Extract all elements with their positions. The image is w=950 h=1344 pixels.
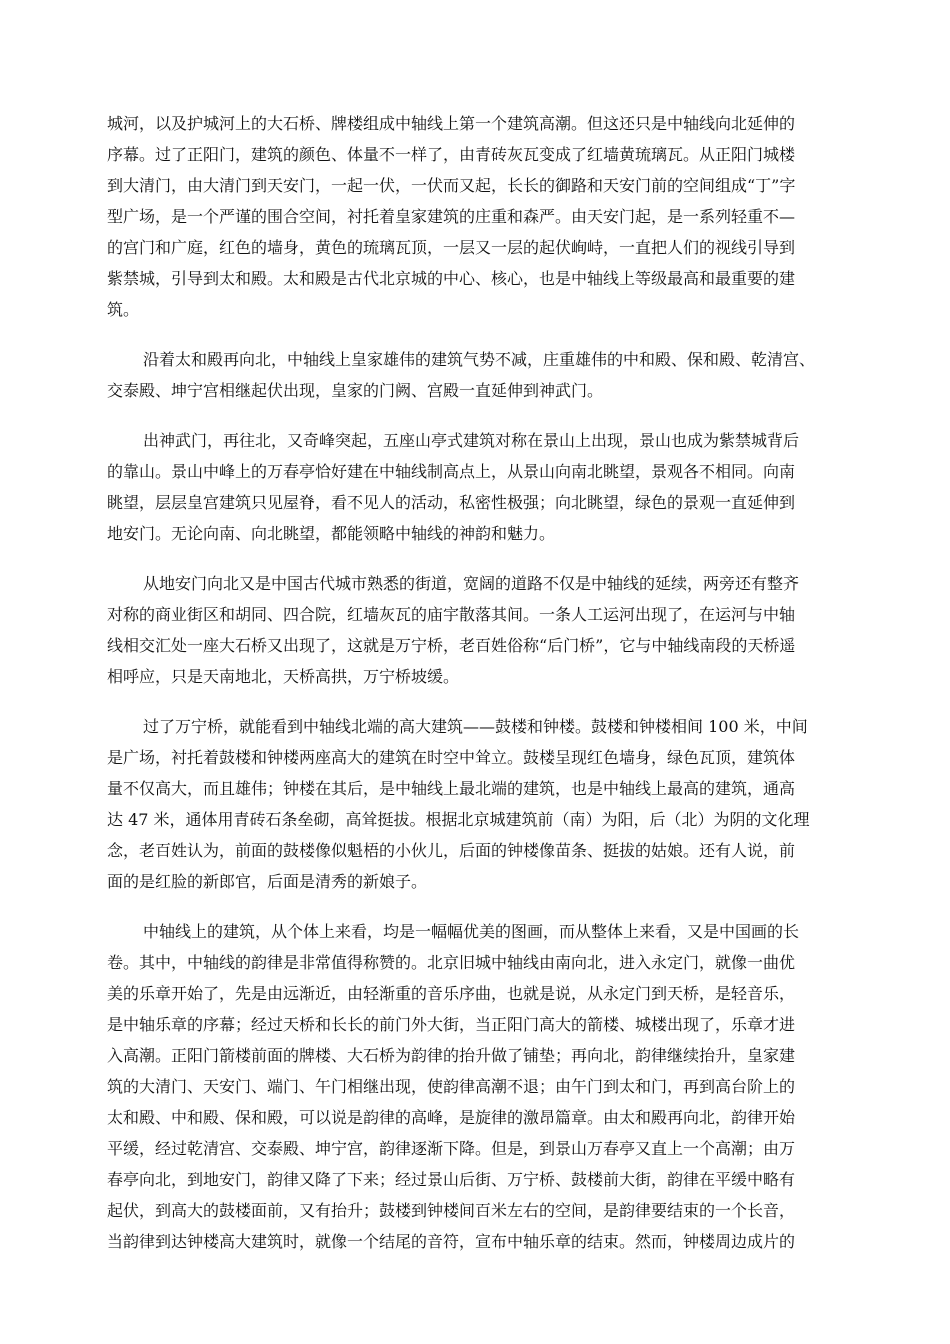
text-line: 城河，以及护城河上的大石桥、牌楼组成中轴线上第一个建筑高潮。但这还只是中轴线向北延伸的 (107, 114, 796, 133)
text-line: 紫禁城，引导到太和殿。太和殿是古代北京城的中心、核心，也是中轴线上等级最高和最重要的建 (107, 269, 796, 288)
text-line: 春亭向北，到地安门，韵律又降了下来；经过景山后街、万宁桥、鼓楼前大街，韵律在平缓中略有 (107, 1170, 796, 1189)
text-line: 过了万宁桥，就能看到中轴线北端的高大建筑——鼓楼和钟楼。鼓楼和钟楼相间 100 米，中间 (143, 717, 808, 736)
text-line: 念，老百姓认为，前面的鼓楼像似魁梧的小伙儿，后面的钟楼像苗条、挺拔的姑娘。还有人说，前 (107, 841, 796, 860)
text-line: 序幕。过了正阳门，建筑的颜色、体量不一样了，由青砖灰瓦变成了红墙黄琉璃瓦。从正阳门城楼 (107, 145, 796, 164)
text-line: 交泰殿、坤宁宫相继起伏出现，皇家的门阙、宫殿一直延伸到神武门。 (107, 381, 604, 400)
text-line: 到大清门，由大清门到天安门，一起一伏，一伏而又起，长长的御路和天安门前的空间组成“丁”字 (107, 176, 796, 195)
document-body (107, 108, 847, 1257)
text-line: 平缓，经过乾清宫、交泰殿、坤宁宫，韵律逐渐下降。但是，到景山万春亭又直上一个高潮；由万 (107, 1139, 796, 1158)
paragraph-gap (107, 897, 847, 916)
paragraph-1 (107, 108, 847, 325)
paragraph-gap (107, 406, 847, 425)
text-line: 太和殿、中和殿、保和殿，可以说是韵律的高峰，是旋律的激昂篇章。由太和殿再向北，韵律开始 (107, 1108, 796, 1127)
paragraph-gap (107, 692, 847, 711)
paragraph-5 (107, 711, 847, 897)
text-line: 是广场，衬托着鼓楼和钟楼两座高大的建筑在时空中耸立。鼓楼呈现红色墙身，绿色瓦顶，建筑体 (107, 748, 796, 767)
text-line: 达 47 米，通体用青砖石条垒砌，高耸挺拔。根据北京城建筑前（南）为阳，后（北）为阴的文化理 (107, 810, 810, 829)
text-line: 眺望，层层皇宫建筑只见屋脊，看不见人的活动，私密性极强；向北眺望，绿色的景观一直延伸到 (107, 493, 796, 512)
text-line: 相呼应，只是天南地北，天桥高拱，万宁桥坡缓。 (107, 667, 460, 686)
paragraph-3 (107, 425, 847, 549)
text-line: 入高潮。正阳门箭楼前面的牌楼、大石桥为韵律的抬升做了铺垫；再向北，韵律继续抬升，皇家建 (107, 1046, 796, 1065)
text-line: 型广场，是一个严谨的围合空间，衬托着皇家建筑的庄重和森严。由天安门起，是一系列轻重不— (107, 207, 796, 226)
text-line: 中轴线上的建筑，从个体上来看，均是一幅幅优美的图画，而从整体上来看，又是中国画的长 (143, 922, 800, 941)
text-line: 出神武门，再往北，又奇峰突起，五座山亭式建筑对称在景山上出现，景山也成为紫禁城背后 (143, 431, 800, 450)
text-line: 的靠山。景山中峰上的万春亭恰好建在中轴线制高点上，从景山向南北眺望，景观各不相同。向南 (107, 462, 796, 481)
text-line: 量不仅高大，而且雄伟；钟楼在其后，是中轴线上最北端的建筑，也是中轴线上最高的建筑，通高 (107, 779, 796, 798)
text-line: 面的是红脸的新郎官，后面是清秀的新娘子。 (107, 872, 428, 891)
text-line: 美的乐章开始了，先是由远渐近，由轻渐重的音乐序曲，也就是说，从永定门到天桥，是轻音乐， (107, 984, 796, 1003)
text-line: 筑。 (107, 300, 140, 319)
paragraph-gap (107, 549, 847, 568)
text-line: 线相交汇处一座大石桥又出现了，这就是万宁桥，老百姓俗称“后门桥”，它与中轴线南段的天桥遥 (107, 636, 796, 655)
text-line: 当韵律到达钟楼高大建筑时，就像一个结尾的音符，宣布中轴乐章的结束。然而，钟楼周边成片的 (107, 1232, 796, 1251)
paragraph-2 (107, 344, 847, 406)
paragraph-6 (107, 916, 847, 1257)
text-line: 地安门。无论向南、向北眺望，都能领略中轴线的神韵和魅力。 (107, 524, 556, 543)
text-line: 是中轴乐章的序幕；经过天桥和长长的前门外大街，当正阳门高大的箭楼、城楼出现了，乐章才进 (107, 1015, 796, 1034)
text-line: 沿着太和殿再向北，中轴线上皇家雄伟的建筑气势不减，庄重雄伟的中和殿、保和殿、乾清宫、 (143, 350, 816, 369)
paragraph-gap (107, 325, 847, 344)
text-line: 卷。其中，中轴线的韵律是非常值得称赞的。北京旧城中轴线由南向北，进入永定门，就像一曲优 (107, 953, 796, 972)
text-line: 对称的商业街区和胡同、四合院，红墙灰瓦的庙宇散落其间。一条人工运河出现了，在运河与中轴 (107, 605, 796, 624)
text-line: 起伏，到高大的鼓楼面前，又有抬升；鼓楼到钟楼间百米左右的空间，是韵律要结束的一个长音， (107, 1201, 796, 1220)
text-line: 从地安门向北又是中国古代城市熟悉的街道，宽阔的道路不仅是中轴线的延续，两旁还有整齐 (143, 574, 800, 593)
text-line: 筑的大清门、天安门、端门、午门相继出现，使韵律高潮不退；由午门到太和门，再到高台阶上的 (107, 1077, 796, 1096)
text-line: 的宫门和广庭，红色的墙身，黄色的琉璃瓦顶，一层又一层的起伏峋峙，一直把人们的视线引导到 (107, 238, 796, 257)
paragraph-4 (107, 568, 847, 692)
